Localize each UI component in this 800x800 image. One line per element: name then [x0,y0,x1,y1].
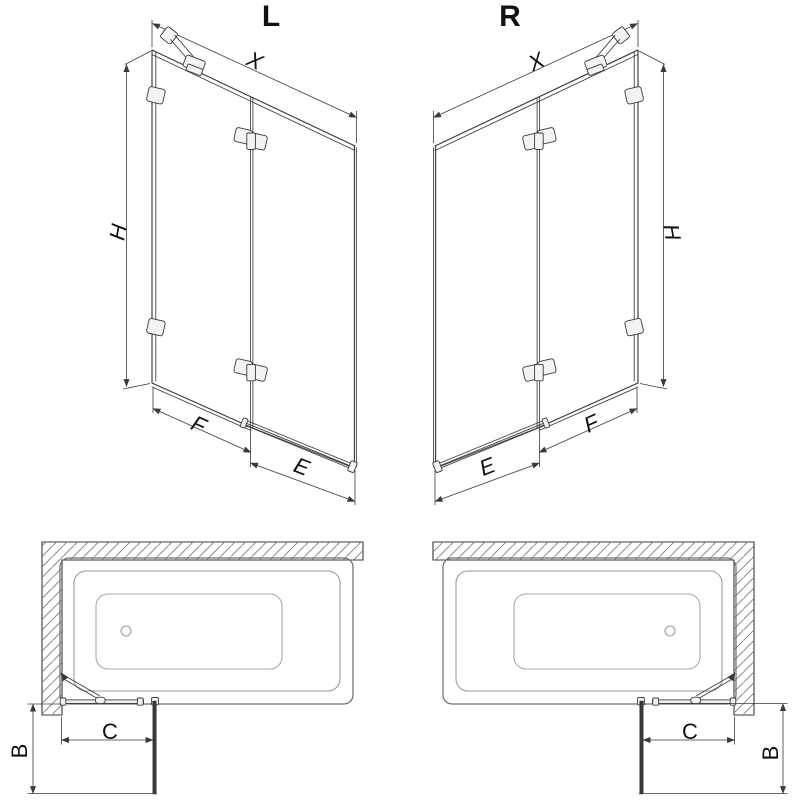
wall [433,542,754,715]
dim-label-e-right: E [475,452,499,481]
dim-label-h-right: H [658,222,686,243]
perspective-view-right [432,20,667,505]
bathtub-plan [60,558,353,794]
hinge-bottom [233,358,267,381]
wall-hatch [42,542,363,715]
plan-view-left [7,542,363,794]
dim-label-e-left: E [290,452,314,481]
view-title-left: L [261,0,281,33]
dimension-x [152,20,357,143]
dim-label-c-left: C [102,719,118,744]
tub-rim [74,571,340,691]
dim-label-h-left: H [104,222,132,243]
dim-label-f-left: F [187,410,210,439]
dim-label-b-left: B [7,743,32,759]
hinge-top [233,127,267,150]
dim-label-f-right: F [580,409,603,438]
support-arm-plan [61,672,105,703]
drain [121,626,131,636]
perspective-view-left [123,20,358,505]
wall-bracket-bottom [146,318,166,336]
tub-outer-edge [60,558,353,704]
support-arm [160,26,206,76]
screen-plan [60,698,158,795]
dim-label-x-right: X [524,47,549,76]
dimension-h [123,51,151,389]
wall [42,542,363,715]
door-panel [252,147,357,469]
view-title-right: R [499,0,521,33]
dim-label-x-left: X [242,46,267,75]
dim-label-b-right: B [758,745,783,761]
tub-basin [96,594,282,669]
door-open-edge [153,701,157,794]
dimension-b-left [28,704,158,794]
wall-hatch [433,542,754,715]
wall-bracket-top [146,86,166,104]
dim-label-c-right: C [682,719,698,744]
plan-view-right [433,542,788,794]
